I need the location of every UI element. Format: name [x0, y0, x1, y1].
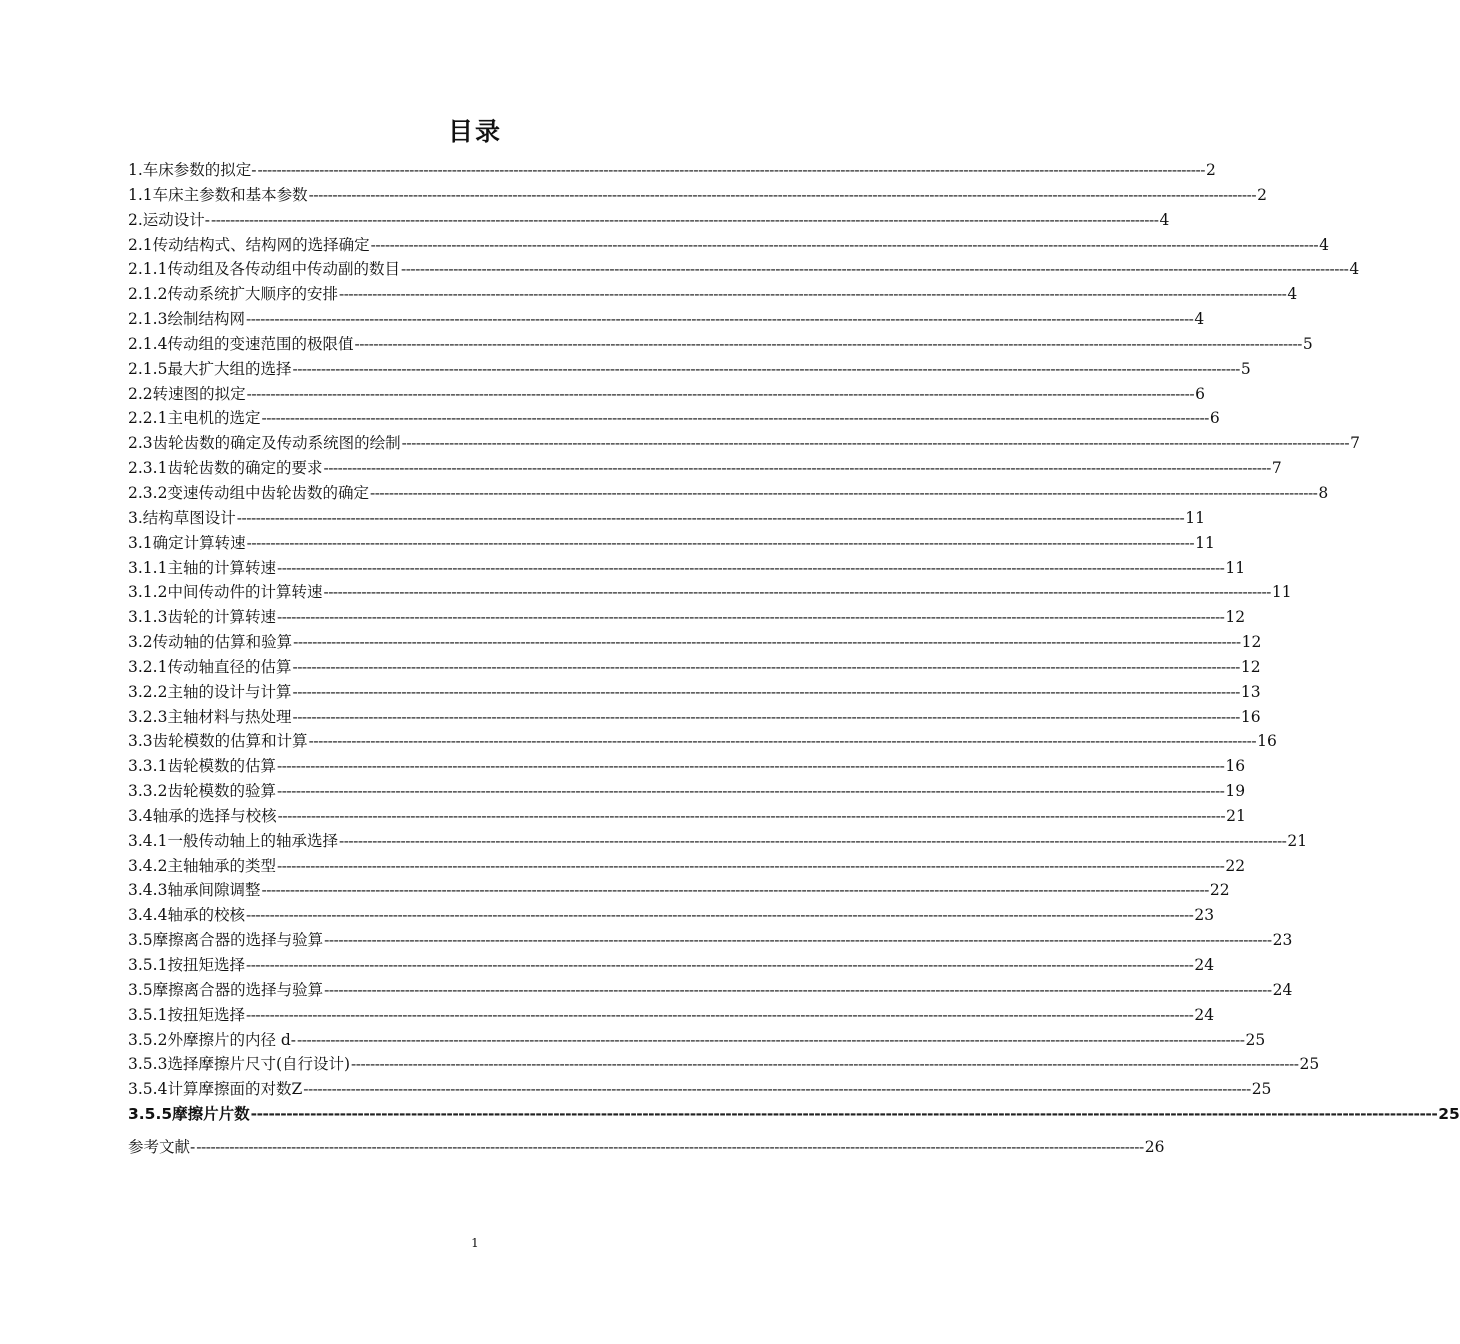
toc-entry-title: 3.5.3选择摩擦片尺寸(自行设计): [128, 1055, 351, 1074]
toc-entry[interactable]: [128, 655, 1261, 680]
toc-entry-page: 5: [1302, 334, 1313, 353]
toc-entry[interactable]: [128, 729, 1277, 754]
toc-dot-leader: --------------------------------------------------------------------------------------------------------------------------------------------------------------------------------------------------------: [324, 931, 1272, 950]
toc-dot-leader: --------------------------------------------------------------------------------------------------------------------------------------------------------------------------------------------------------: [401, 434, 1350, 453]
toc-entry-page: 4: [1194, 310, 1205, 329]
toc-entry-page: 11: [1271, 583, 1292, 602]
toc-entry[interactable]: [128, 705, 1261, 730]
toc-entry-title: 2.3.1齿轮齿数的确定的要求: [128, 459, 323, 478]
toc-entry[interactable]: [128, 878, 1230, 903]
toc-dot-leader: --------------------------------------------------------------------------------------------------------------------------------------------------------------------------------------------------------: [211, 210, 1159, 229]
toc-dot-leader: --------------------------------------------------------------------------------------------------------------------------------------------------------------------------------------------------------: [261, 881, 1209, 900]
toc-entry[interactable]: [128, 829, 1308, 854]
toc-entry-page: 6: [1209, 409, 1220, 428]
toc-dot-leader: --------------------------------------------------------------------------------------------------------------------------------------------------------------------------------------------------------: [292, 359, 1240, 378]
toc-entry-page: 12: [1241, 633, 1262, 652]
toc-entry-page: 4: [1319, 235, 1329, 254]
toc-entry-page: 25: [1251, 1080, 1272, 1099]
toc-entry-page: 23: [1194, 906, 1215, 925]
toc-dot-leader: --------------------------------------------------------------------------------------------------------------------------------------------------------------------------------------------------------: [246, 384, 1195, 403]
toc-entry-title: 3.5.1按扭矩选择: [128, 1005, 245, 1024]
toc-dot-leader: --------------------------------------------------------------------------------------------------------------------------------------------------------------------------------------------------------: [292, 682, 1240, 701]
toc-entry-page: 7: [1271, 459, 1282, 478]
toc-dot-leader: --------------------------------------------------------------------------------------------------------------------------------------------------------------------------------------------------------: [276, 856, 1225, 875]
toc-entry-title: 3.2传动轴的估算和验算: [128, 633, 293, 652]
toc-dot-leader: --------------------------------------------------------------------------------------------------------------------------------------------------------------------------------------------------------: [293, 633, 1241, 652]
toc-entry-title: 2.运动设计-: [128, 210, 211, 229]
toc-dot-leader: --------------------------------------------------------------------------------------------------------------------------------------------------------------------------------------------------------: [245, 956, 1194, 974]
toc-entry-title: 3.3.2齿轮模数的验算: [128, 782, 276, 801]
toc-dot-leader: --------------------------------------------------------------------------------------------------------------------------------------------------------------------------------------------------------: [245, 1005, 1194, 1024]
toc-entry[interactable]: [128, 481, 1329, 506]
toc-entry[interactable]: [128, 978, 1293, 1003]
toc-entry-title: 2.1.2传动系统扩大顺序的安排: [128, 285, 338, 304]
toc-entry-title: 1.车床参数的拟定-: [128, 161, 257, 179]
toc-entry-title: 3.4轴承的选择与校核: [128, 806, 277, 825]
toc-dot-leader: --------------------------------------------------------------------------------------------------------------------------------------------------------------------------------------------------------: [324, 980, 1272, 999]
toc-entry-page: 24: [1194, 956, 1215, 974]
toc-entry-title: 2.3.2变速传动组中齿轮齿数的确定: [128, 483, 369, 502]
toc-dot-leader: --------------------------------------------------------------------------------------------------------------------------------------------------------------------------------------------------------: [308, 185, 1257, 204]
toc-entry-page: 6: [1195, 384, 1205, 403]
toc-entry[interactable]: [128, 158, 1216, 183]
toc-entry-title: 2.1传动结构式、结构网的选择确定: [128, 235, 370, 254]
toc-entry-page: 24: [1272, 980, 1293, 999]
toc-entry-page: 16: [1225, 757, 1246, 776]
toc-entry-page: 21: [1287, 831, 1308, 850]
toc-entry-title: 2.3齿轮齿数的确定及传动系统图的绘制: [128, 434, 401, 453]
toc-entry-title: 3.2.2主轴的设计与计算: [128, 682, 292, 701]
table-of-contents: [128, 158, 1460, 1160]
toc-entry-title: 3.4.1一般传动轴上的轴承选择: [128, 831, 338, 850]
toc-entry[interactable]: [128, 580, 1292, 605]
toc-entry[interactable]: [128, 506, 1205, 531]
toc-entry-page: 12: [1225, 608, 1246, 627]
toc-entry[interactable]: [128, 406, 1220, 431]
toc-entry-title: 1.1车床主参数和基本参数: [128, 185, 308, 204]
toc-entry-page: 11: [1195, 533, 1215, 552]
toc-entry-page: 4: [1349, 260, 1360, 279]
toc-dot-leader: --------------------------------------------------------------------------------------------------------------------------------------------------------------------------------------------------------: [245, 310, 1194, 329]
toc-entry-title: 2.2转速图的拟定: [128, 384, 246, 403]
page-number: 1: [471, 1236, 479, 1250]
toc-entry-page: 2: [1206, 161, 1216, 179]
toc-entry[interactable]: [128, 754, 1246, 779]
toc-entry-title: 3.4.3轴承间隙调整: [128, 881, 261, 900]
toc-entry-page: 7: [1350, 434, 1360, 453]
toc-entry-page: 4: [1159, 210, 1170, 229]
toc-entry-title: 3.5摩擦离合器的选择与验算: [128, 980, 324, 999]
toc-entry[interactable]: [128, 257, 1360, 282]
toc-entry-page: 11: [1225, 558, 1246, 577]
toc-entry-page: 16: [1257, 732, 1277, 751]
toc-gap: [128, 1127, 828, 1135]
toc-entry-page: 23: [1272, 931, 1293, 950]
toc-entry-page: 11: [1185, 508, 1205, 527]
toc-dot-leader: --------------------------------------------------------------------------------------------------------------------------------------------------------------------------------------------------------: [276, 757, 1225, 776]
toc-entry[interactable]: [128, 1102, 1460, 1127]
toc-dot-leader: --------------------------------------------------------------------------------------------------------------------------------------------------------------------------------------------------------: [370, 235, 1319, 254]
toc-entry-title: 2.2.1主电机的选定: [128, 409, 261, 428]
toc-entry[interactable]: [128, 208, 1170, 233]
toc-entry[interactable]: [128, 779, 1246, 804]
toc-entry-title: 3.5.4计算摩擦面的对数Z: [128, 1080, 303, 1099]
toc-entry-page: 25: [1438, 1105, 1460, 1124]
toc-entry-page: 21: [1226, 806, 1246, 825]
toc-entry-page: 2: [1257, 185, 1267, 204]
toc-entry[interactable]: [128, 928, 1293, 953]
toc-dot-leader: --------------------------------------------------------------------------------------------------------------------------------------------------------------------------------------------------------: [400, 260, 1349, 279]
toc-entry-page: 5: [1240, 359, 1251, 378]
toc-entry-page: 26: [1144, 1137, 1165, 1156]
toc-dot-leader: --------------------------------------------------------------------------------------------------------------------------------------------------------------------------------------------------------: [351, 1055, 1299, 1074]
toc-entry-title: 3.5摩擦离合器的选择与验算: [128, 931, 324, 950]
toc-entry-page: 24: [1194, 1005, 1215, 1024]
toc-entry-title: 3.3齿轮模数的估算和计算: [128, 732, 308, 751]
toc-entry[interactable]: [128, 556, 1246, 581]
toc-entry[interactable]: [128, 382, 1205, 407]
toc-dot-leader: --------------------------------------------------------------------------------------------------------------------------------------------------------------------------------------------------------: [369, 483, 1318, 502]
toc-entry[interactable]: [128, 804, 1246, 829]
toc-entry-title: 3.1确定计算转速: [128, 533, 246, 552]
toc-entry[interactable]: [128, 680, 1261, 705]
toc-entry[interactable]: [128, 531, 1215, 556]
toc-entry[interactable]: [128, 1052, 1320, 1077]
toc-entry[interactable]: [128, 332, 1313, 357]
toc-dot-leader: --------------------------------------------------------------------------------------------------------------------------------------------------------------------------------------------------------: [236, 508, 1185, 527]
toc-entry-page: 8: [1318, 483, 1329, 502]
toc-dot-leader: --------------------------------------------------------------------------------------------------------------------------------------------------------------------------------------------------------: [354, 334, 1302, 353]
toc-entry-title: 2.1.5最大扩大组的选择: [128, 359, 292, 378]
toc-entry-title: 3.5.1按扭矩选择: [128, 956, 245, 974]
toc-entry[interactable]: [128, 953, 1215, 978]
toc-entry[interactable]: [128, 1003, 1215, 1028]
toc-entry[interactable]: [128, 183, 1267, 208]
toc-entry-page: 25: [1245, 1030, 1266, 1049]
toc-entry-page: 16: [1240, 707, 1261, 726]
toc-entry-title: 3.1.1主轴的计算转速: [128, 558, 276, 577]
toc-dot-leader: --------------------------------------------------------------------------------------------------------------------------------------------------------------------------------------------------------: [292, 657, 1240, 676]
toc-entry-title: 3.2.1传动轴直径的估算: [128, 657, 292, 676]
toc-entry[interactable]: [128, 307, 1205, 332]
toc-entry-title: 参考文献-: [128, 1137, 196, 1156]
toc-entry-title: 2.1.3绘制结构网: [128, 310, 245, 329]
toc-entry-page: 22: [1225, 856, 1246, 875]
toc-entry-title: 3.3.1齿轮模数的估算: [128, 757, 276, 776]
toc-entry[interactable]: [128, 854, 1246, 879]
toc-entry-title: 3.4.4轴承的校核: [128, 906, 245, 925]
toc-entry[interactable]: [128, 630, 1262, 655]
toc-entry-title: 3.1.2中间传动件的计算转速: [128, 583, 323, 602]
toc-entry[interactable]: [128, 357, 1251, 382]
toc-entry-page: 25: [1299, 1055, 1320, 1074]
toc-entry-title: 3.1.3齿轮的计算转速: [128, 608, 276, 627]
toc-dot-leader: --------------------------------------------------------------------------------------------------------------------------------------------------------------------------------------------------------: [276, 608, 1225, 627]
toc-entry-page: 22: [1209, 881, 1230, 900]
toc-dot-leader: --------------------------------------------------------------------------------------------------------------------------------------------------------------------------------------------------------: [276, 558, 1225, 577]
toc-dot-leader: --------------------------------------------------------------------------------------------------------------------------------------------------------------------------------------------------------: [323, 583, 1271, 602]
toc-entry[interactable]: [128, 903, 1215, 928]
toc-entry[interactable]: [128, 233, 1329, 258]
toc-entry-page: 4: [1287, 285, 1298, 304]
toc-entry[interactable]: [128, 1135, 1165, 1160]
toc-entry-title: 3.结构草图设计: [128, 508, 236, 527]
toc-dot-leader: --------------------------------------------------------------------------------------------------------------------------------------------------------------------------------------------------------: [261, 409, 1209, 428]
toc-entry[interactable]: [128, 282, 1298, 307]
toc-entry[interactable]: [128, 456, 1282, 481]
toc-dot-leader: --------------------------------------------------------------------------------------------------------------------------------------------------------------------------------------------------------: [277, 806, 1226, 825]
toc-dot-leader: --------------------------------------------------------------------------------------------------------------------------------------------------------------------------------------------------------: [257, 161, 1205, 179]
toc-dot-leader: --------------------------------------------------------------------------------------------------------------------------------------------------------------------------------------------------------: [245, 906, 1194, 925]
toc-dot-leader: --------------------------------------------------------------------------------------------------------------------------------------------------------------------------------------------------------: [323, 459, 1271, 478]
toc-title: 目录: [447, 117, 502, 146]
toc-entry[interactable]: [128, 605, 1246, 630]
toc-dot-leader: --------------------------------------------------------------------------------------------------------------------------------------------------------------------------------------------------------: [292, 707, 1240, 726]
toc-dot-leader: --------------------------------------------------------------------------------------------------------------------------------------------------------------------------------------------------------: [297, 1030, 1245, 1049]
toc-entry-title: 2.1.1传动组及各传动组中传动副的数目: [128, 260, 400, 279]
toc-entry-title: 3.4.2主轴轴承的类型: [128, 856, 276, 875]
toc-entry-title: 3.2.3主轴材料与热处理: [128, 707, 292, 726]
toc-entry[interactable]: [128, 1077, 1272, 1102]
toc-dot-leader: --------------------------------------------------------------------------------------------------------------------------------------------------------------------------------------------------------: [308, 732, 1257, 751]
toc-entry-page: 19: [1225, 782, 1246, 801]
toc-dot-leader: --------------------------------------------------------------------------------------------------------------------------------------------------------------------------------------------------------: [303, 1080, 1251, 1099]
toc-dot-leader: --------------------------------------------------------------------------------------------------------------------------------------------------------------------------------------------------------: [250, 1105, 1438, 1124]
toc-dot-leader: --------------------------------------------------------------------------------------------------------------------------------------------------------------------------------------------------------: [338, 831, 1287, 850]
toc-entry[interactable]: [128, 431, 1360, 456]
toc-entry-title: 3.5.2外摩擦片的内径 d-: [128, 1030, 297, 1049]
toc-dot-leader: --------------------------------------------------------------------------------------------------------------------------------------------------------------------------------------------------------: [196, 1137, 1144, 1156]
toc-dot-leader: --------------------------------------------------------------------------------------------------------------------------------------------------------------------------------------------------------: [246, 533, 1195, 552]
toc-entry-page: 12: [1240, 657, 1261, 676]
toc-dot-leader: --------------------------------------------------------------------------------------------------------------------------------------------------------------------------------------------------------: [338, 285, 1287, 304]
toc-entry-page: 13: [1240, 682, 1261, 701]
toc-entry-title: 3.5.5摩擦片片数: [128, 1105, 250, 1124]
toc-entry[interactable]: [128, 1028, 1266, 1053]
toc-dot-leader: --------------------------------------------------------------------------------------------------------------------------------------------------------------------------------------------------------: [276, 782, 1225, 801]
toc-entry-title: 2.1.4传动组的变速范围的极限值: [128, 334, 354, 353]
